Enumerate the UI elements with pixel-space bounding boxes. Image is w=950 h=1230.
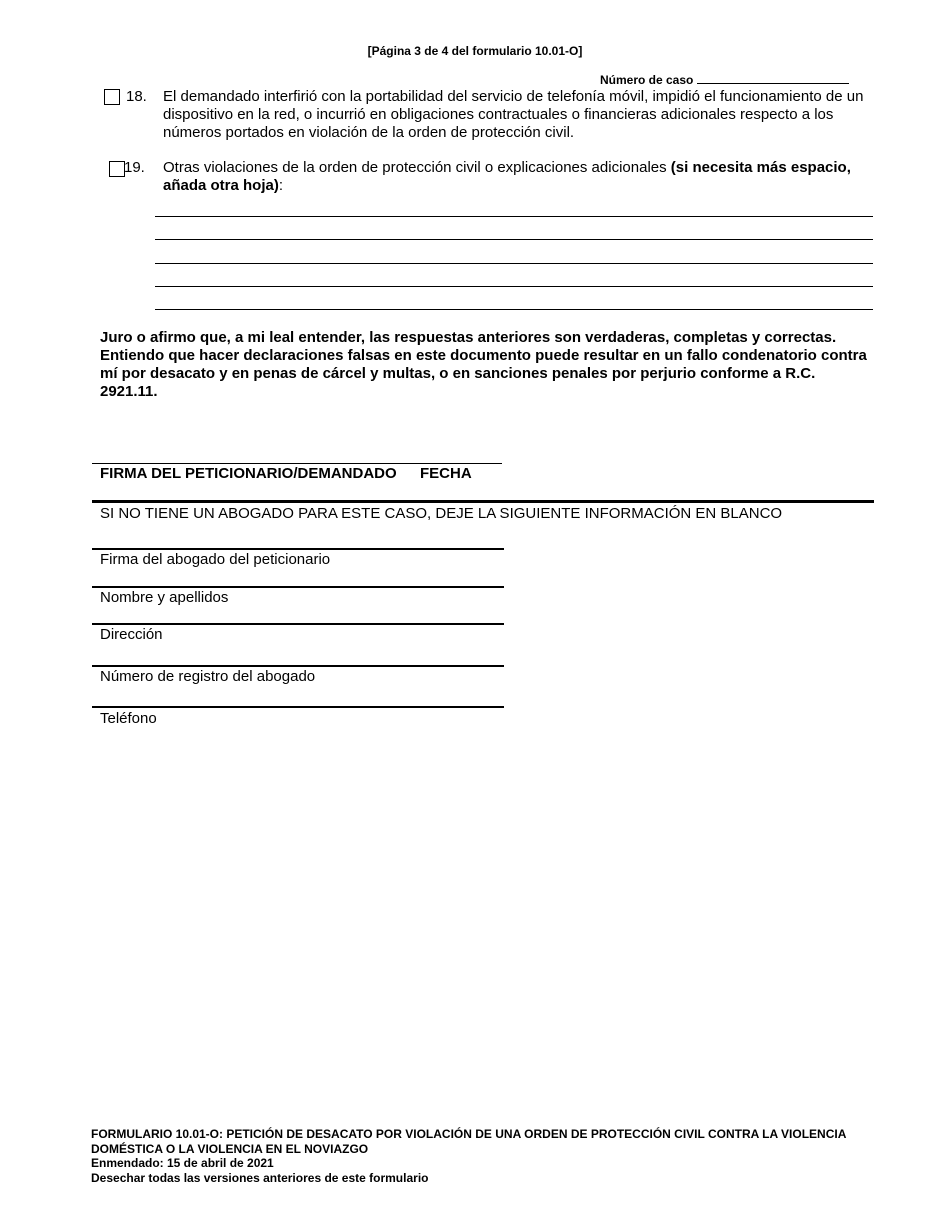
item-19-checkbox[interactable] xyxy=(109,161,125,177)
item-19-number: 19. xyxy=(124,159,145,176)
petitioner-signature-caption: FIRMA DEL PETICIONARIO/DEMANDADO xyxy=(100,465,397,482)
date-caption: FECHA xyxy=(420,465,472,482)
explanation-line-4[interactable] xyxy=(155,286,873,287)
attorney-phone-line[interactable] xyxy=(92,706,504,708)
case-number-input[interactable] xyxy=(697,72,849,84)
explanation-line-3[interactable] xyxy=(155,263,873,264)
attorney-registration-label: Número de registro del abogado xyxy=(100,668,316,685)
case-number-field xyxy=(600,72,849,87)
footer-form-title: FORMULARIO 10.01-O: PETICIÓN DE DESACATO POR VIOLACIÓN DE UNA ORDEN DE PROTECCIÓN CIVIL CONTRA LA VIOLENCIA DOMÉSTICA O LA VIOLENCIA EN EL NOVIAZGO xyxy=(91,1127,846,1156)
page-header: [Página 3 de 4 del formulario 10.01-O] xyxy=(367,44,583,58)
case-number-label: Número de caso xyxy=(600,73,694,87)
item-18-number: 18. xyxy=(126,88,147,105)
item-18-text: El demandado interfirió con la portabilidad del servicio de telefonía móvil, impidió el funcionamiento de un dispositivo en la red, o incurrió en obligaciones contractuales o financieras adicionales respecto a los números portados en violación de la orden de protección civil. xyxy=(163,88,864,141)
attorney-signature-line[interactable] xyxy=(92,548,504,550)
explanation-line-5[interactable] xyxy=(155,309,873,310)
item-19-text-end: : xyxy=(278,177,284,194)
attorney-name-label: Nombre y apellidos xyxy=(100,589,229,606)
footer-amended-date: Enmendado: 15 de abril de 2021 xyxy=(91,1156,274,1170)
attorney-phone-label: Teléfono xyxy=(100,710,157,727)
explanation-line-2[interactable] xyxy=(155,239,873,240)
item-19-text xyxy=(163,159,853,195)
oath-statement: Juro o afirmo que, a mi leal entender, las respuestas anteriores son verdaderas, completas y correctas. Entiendo que hacer declaraciones falsas en este documento puede resultar en un fallo condenatorio contra mí por desacato y en penas de cárcel y multas, o en sanciones penales por perjurio conforme a R.C. 2921.11. xyxy=(100,329,867,400)
attorney-address-line[interactable] xyxy=(92,623,504,625)
item-18-checkbox[interactable] xyxy=(104,89,120,105)
attorney-signature-label: Firma del abogado del peticionario xyxy=(100,551,331,568)
item-19-text-bold: (si necesita más espacio, añada otra hoja) xyxy=(163,159,851,194)
attorney-registration-line[interactable] xyxy=(92,665,504,667)
form-footer xyxy=(91,1127,851,1185)
attorney-address-label: Dirección xyxy=(100,626,163,643)
explanation-line-1[interactable] xyxy=(155,216,873,217)
attorney-notice: SI NO TIENE UN ABOGADO PARA ESTE CASO, DEJE LA SIGUIENTE INFORMACIÓN EN BLANCO xyxy=(100,505,783,522)
attorney-name-line[interactable] xyxy=(92,586,504,588)
section-divider xyxy=(92,500,874,503)
item-19-text-main: Otras violaciones de la orden de protección civil o explicaciones adicionales xyxy=(163,159,671,176)
petitioner-signature-line[interactable] xyxy=(92,463,502,464)
footer-discard-note: Desechar todas las versiones anteriores de este formulario xyxy=(91,1170,429,1185)
